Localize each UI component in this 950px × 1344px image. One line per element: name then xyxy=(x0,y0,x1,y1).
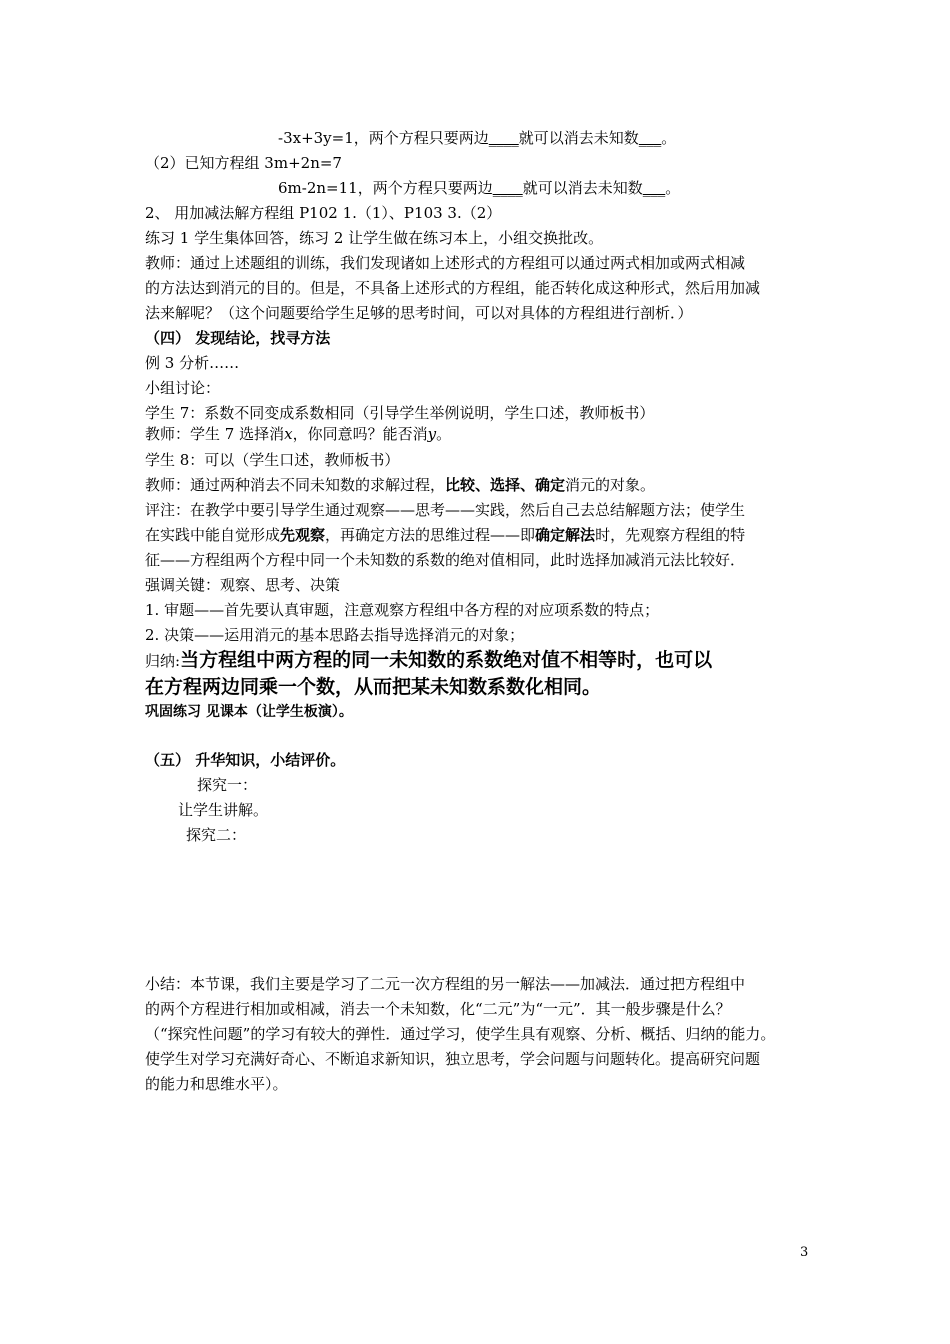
equation-line-1: -3x+3y=1，两个方程只要两边____就可以消去未知数___。 xyxy=(278,129,677,147)
student-7-line: 学生 7：系数不同变成系数相同（引导学生举例说明，学生口述，教师板书） xyxy=(145,404,655,422)
summary-line-4: 使学生对学习充满好奇心、不断追求新知识，独立思考，学会问题与问题转化。提高研究问题 xyxy=(145,1050,761,1068)
teacher-compare-line: 教师：通过两种消去不同未知数的求解过程，比较、选择、确定消元的对象。 xyxy=(145,476,656,494)
explore-2: 探究二： xyxy=(186,826,247,844)
summary-line-5: 的能力和思维水平）。 xyxy=(145,1075,288,1093)
explore-1-note: 让学生讲解。 xyxy=(178,801,269,819)
question-2: （2）已知方程组 3m+2n=7 xyxy=(145,154,342,172)
summary-line-1: 小结：本节课，我们主要是学习了二元一次方程组的另一解法——加减法．通过把方程组中 xyxy=(145,975,746,993)
summary-line-2: 的两个方程进行相加或相减，消去一个未知数，化“二元”为“一元”．其一般步骤是什么？ xyxy=(145,1000,731,1018)
comment-line-1: 评注：在教学中要引导学生通过观察——思考——实践，然后自己去总结解题方法；使学生 xyxy=(145,501,746,519)
student-8-line: 学生 8：可以（学生口述，教师板书） xyxy=(145,451,400,469)
example-3: 例 3 分析…… xyxy=(145,354,240,372)
paragraph-teacher-3: 法来解呢？（这个问题要给学生足够的思考时间，可以对具体的方程组进行剖析．） xyxy=(145,304,693,322)
paragraph-practice: 练习 1 学生集体回答，练习 2 让学生做在练习本上，小组交换批改。 xyxy=(145,229,604,247)
key-point-2: 2. 决策——运用消元的基本思路去指导选择消元的对象； xyxy=(145,626,525,644)
summary-line-3: （“探究性问题”的学习有较大的弹性．通过学习，使学生具有观察、分析、概括、归纳的能力。 xyxy=(145,1025,776,1043)
key-points: 强调关键：观察、思考、决策 xyxy=(145,576,341,594)
exercise-item-2: 2、 用加减法解方程组 P102 1.（1）、P103 3.（2） xyxy=(145,204,502,222)
summary-rule-line-2: 在方程两边同乘一个数，从而把某未知数系数化相同。 xyxy=(145,676,602,698)
page-number: 3 xyxy=(800,1245,809,1260)
group-discussion: 小组讨论： xyxy=(145,379,221,397)
comment-line-3: 征——方程组两个方程中同一个未知数的系数的绝对值相同，此时选择加减消元法比较好． xyxy=(145,551,746,569)
teacher-question-line: 教师：学生 7 选择消x，你同意吗？能否消y。 xyxy=(145,425,452,443)
explore-1: 探究一： xyxy=(197,776,258,794)
paragraph-teacher-2: 的方法达到消元的目的。但是，不具备上述形式的方程组，能否转化成这种形式，然后用加减 xyxy=(145,279,761,297)
key-point-1: 1. 审题——首先要认真审题，注意观察方程组中各方程的对应项系数的特点； xyxy=(145,601,660,619)
equation-line-2: 6m-2n=11，两个方程只要两边____就可以消去未知数___。 xyxy=(278,179,681,197)
comment-line-2: 在实践中能自觉形成先观察，再确定方法的思维过程——即确定解法时，先观察方程组的特 xyxy=(145,526,746,544)
consolidation-practice: 巩固练习 见课本（让学生板演）。 xyxy=(145,704,353,720)
section-heading-5: （五） 升华知识，小结评价。 xyxy=(145,751,346,769)
summary-rule-line-1: 归纳:当方程组中两方程的同一未知数的系数绝对值不相等时，也可以 xyxy=(145,649,713,671)
section-heading-4: （四） 发现结论，找寻方法 xyxy=(145,329,331,347)
paragraph-teacher-1: 教师：通过上述题组的训练，我们发现诸如上述形式的方程组可以通过两式相加或两式相减 xyxy=(145,254,746,272)
